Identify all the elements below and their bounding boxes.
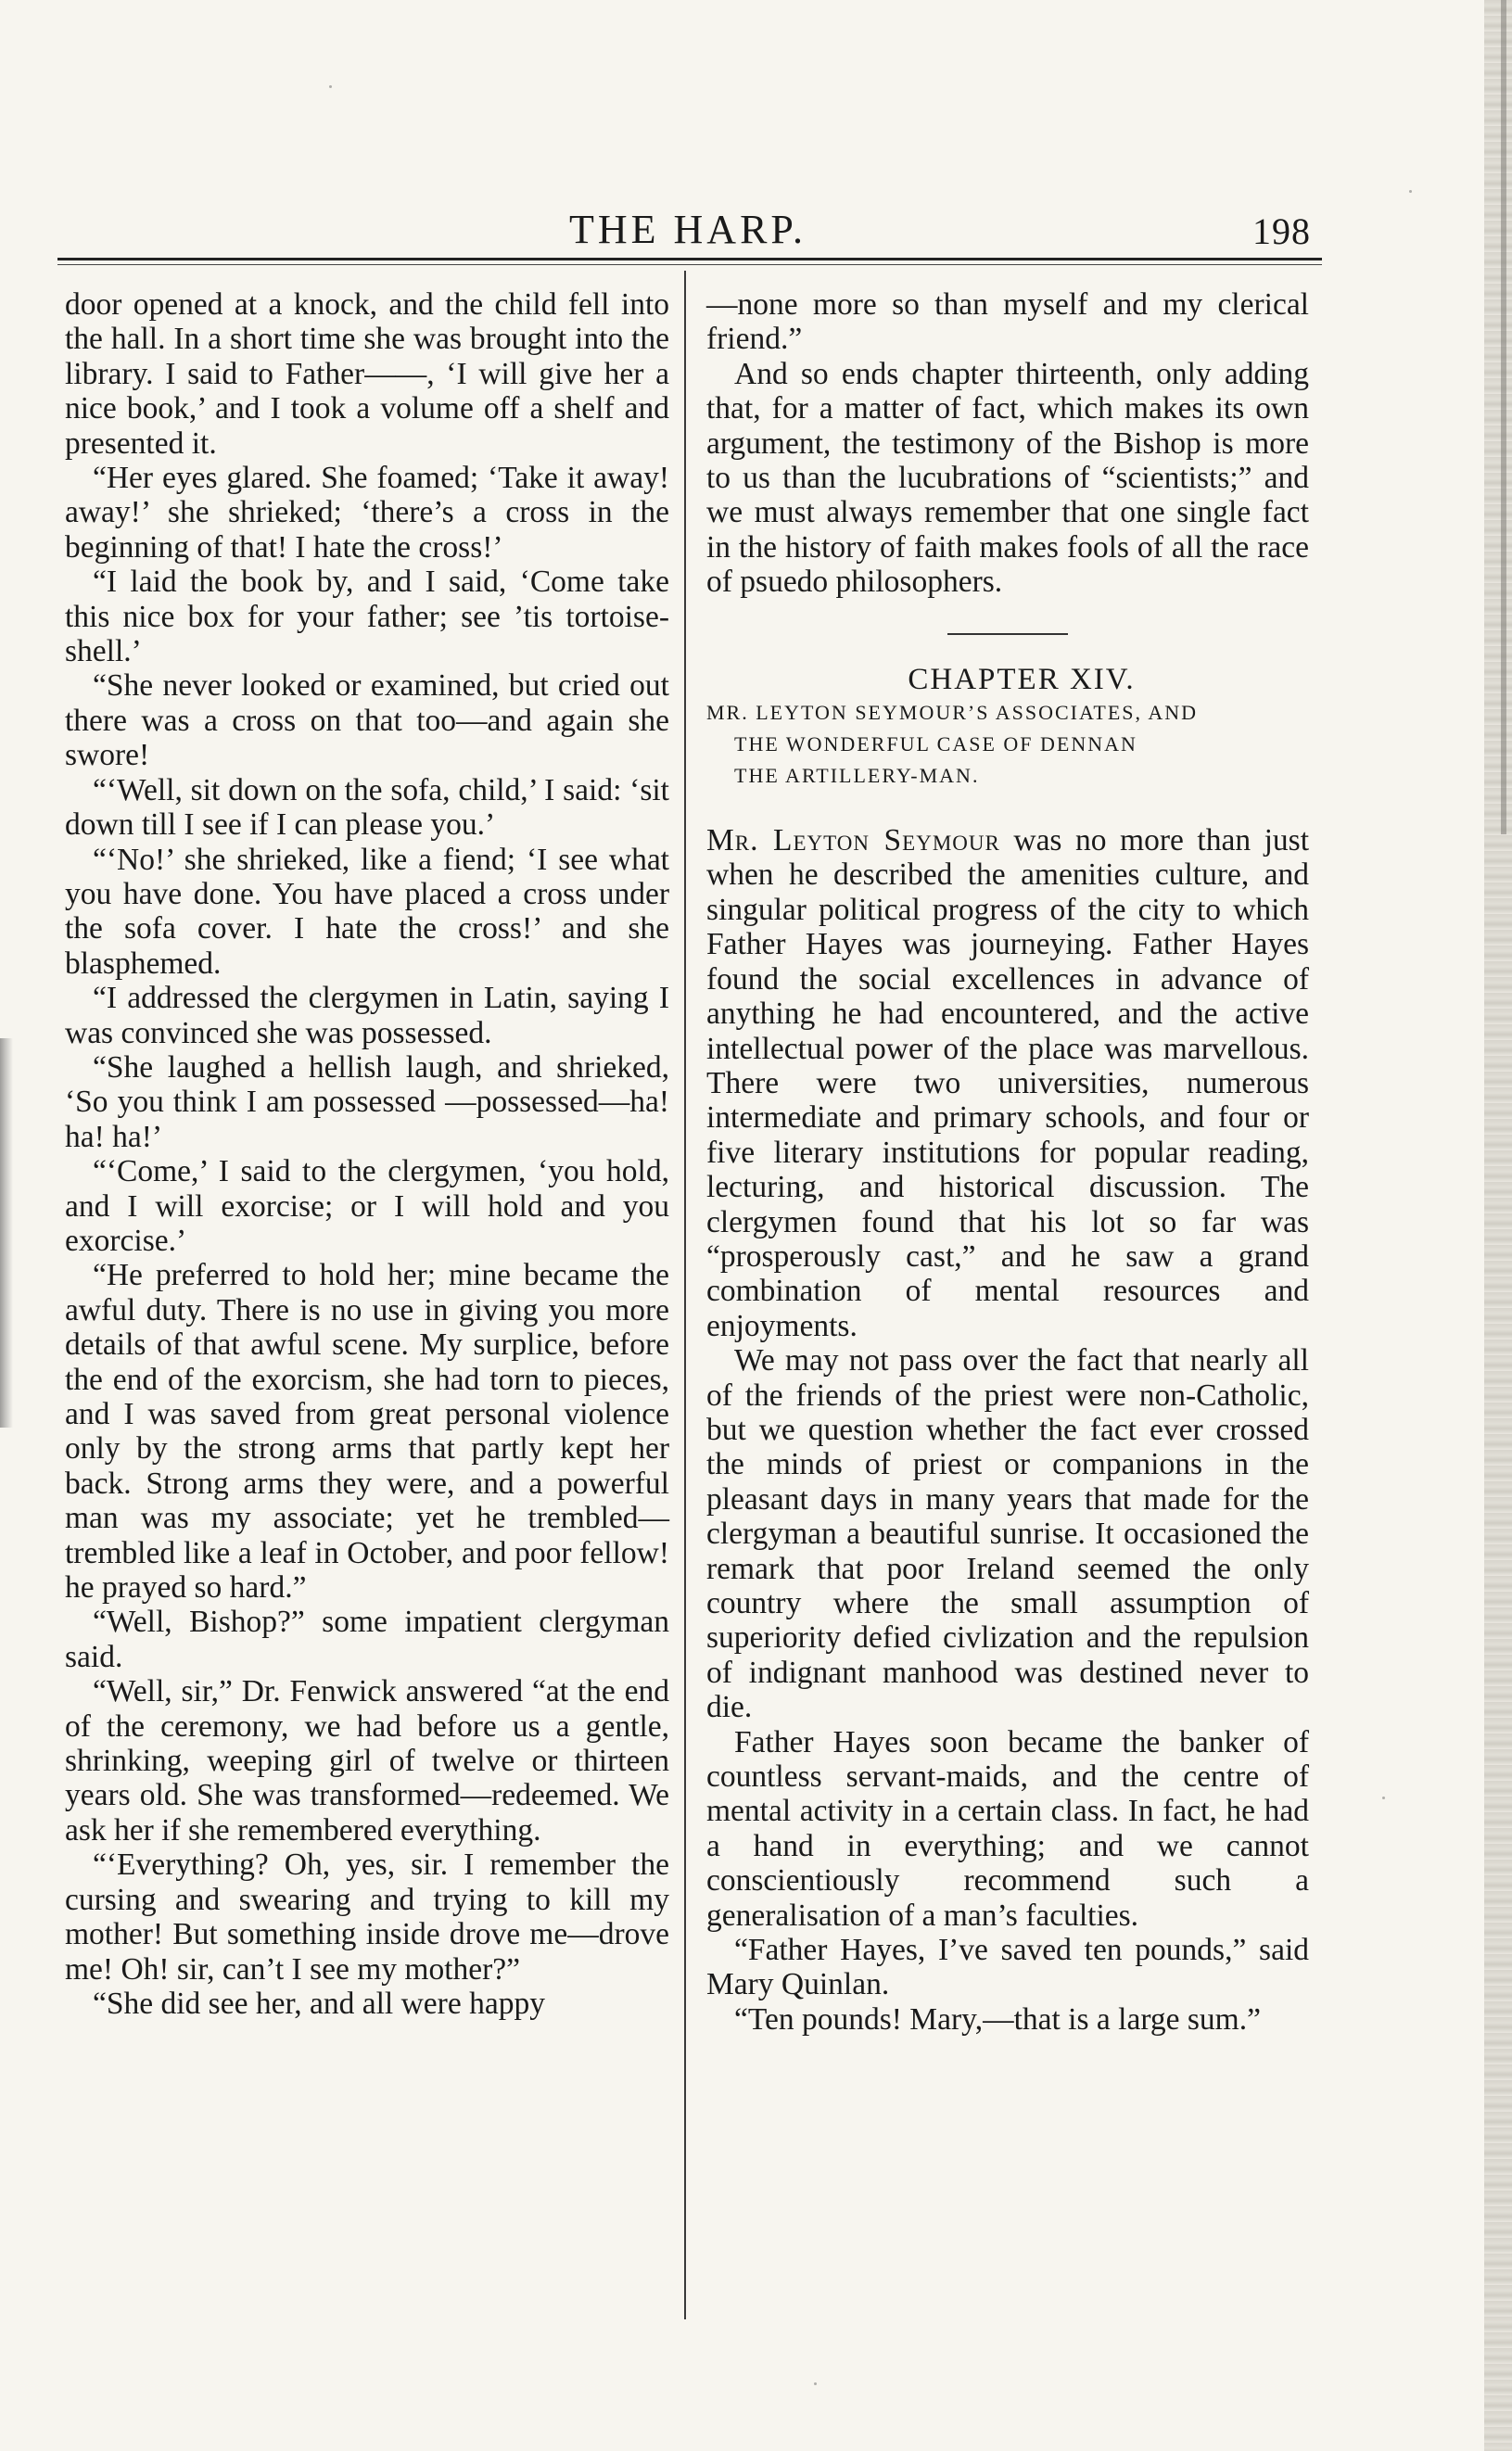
paragraph: door opened at a knock, and the child fell into the hall. In a short time she was brought into the library. I said to Father——, ‘I will give her a nice book,’ and I took a volume off a shelf and presented it. (65, 287, 669, 461)
paragraph: “Well, Bishop?” some impatient clergyman said. (65, 1605, 669, 1674)
paragraph: “He preferred to hold her; mine became the awful duty. There is no use in giving you more details of that awful scene. My surplice, before the end of the exorcism, she had torn to pieces, and I was saved from great personal violence only by the strong arms that partly kept her back. Strong arms they were, and a powerful man was my associate; yet he trembled—trembled like a leaf in October, and poor fellow! he prayed so hard.” (65, 1258, 669, 1606)
chapter-heading: CHAPTER XIV. (908, 662, 1136, 696)
chapter-separator-rule (947, 633, 1068, 635)
paragraph: “‘No!’ she shrieked, like a fiend; ‘I see what you have done. You have placed a cross under the sofa cover. I hate the cross!’ and she blasphemed. (65, 842, 669, 981)
running-header (57, 206, 1318, 252)
header-rule-thin (57, 264, 1322, 265)
print-speck (1382, 1797, 1385, 1799)
page-edge-shadow (1501, 0, 1506, 834)
left-column (65, 287, 669, 2021)
print-speck (1409, 190, 1412, 193)
paragraph: “She did see her, and all were happy (93, 1986, 545, 2021)
chapter-subtitle (706, 697, 1309, 792)
chapter-subtitle-line: THE ARTILLERY-MAN. (734, 764, 980, 788)
paragraph-body: was no more than just when he described the amenities culture, and singular political progress of the city to which Father Hayes was journeying. Father Hayes found the social excellences in advance of anything he had encountered, and the active intellectual power of the place was marvellous. There were two universities, numerous intermediate and primary schools, and four or five literary institutions for popular reading, lecturing, and historical discussion. The clergymen found that his lot so far was “prosperously cast,” and he saw a grand combination of mental resources and enjoyments. (706, 823, 1309, 1343)
paragraph: “Her eyes glared. She foamed; ‘Take it away! away!’ she shrieked; ‘there’s a cross in the beginning of that! I hate the cross!’ (65, 461, 669, 565)
paragraph: “She laughed a hellish laugh, and shrieked, ‘So you think I am possessed —possessed—ha! ha! ha!’ (65, 1049, 669, 1154)
paragraph: “‘Come,’ I said to the clergymen, ‘you hold, and I will exorcise; or I will hold and you exorcise.’ (65, 1154, 669, 1258)
paragraph: “I laid the book by, and I said, ‘Come take this nice box for your father; see ’tis tortoise-shell.’ (65, 565, 669, 669)
print-speck (329, 85, 332, 88)
right-column (706, 287, 1309, 2037)
binding-shadow-left (0, 1038, 13, 1428)
paragraph: —none more so than myself and my clerical friend.” (706, 287, 1309, 357)
chapter-subtitle-line: THE WONDERFUL CASE OF DENNAN (734, 732, 1137, 756)
periodical-title: THE HARP. (568, 207, 807, 252)
paragraph: “Ten pounds! Mary,—that is a large sum.” (734, 2001, 1261, 2037)
paragraph: “‘Everything? Oh, yes, sir. I remember the cursing and swearing and trying to kill my mother! But something inside drove me—drove me! Oh! sir, can’t I see my mother?” (65, 1848, 669, 1987)
column-divider (684, 271, 686, 2319)
paragraph (706, 823, 1309, 1343)
print-speck (814, 2382, 817, 2385)
chapter-subtitle-line: MR. LEYTON SEYMOUR’S ASSOCIATES, AND (706, 701, 1198, 725)
paragraph: We may not pass over the fact that nearly all of the friends of the priest were non-Catholic, but we question whether the fact ever crossed the minds of priest or companions in the pleasant days in many years that made for the clergyman a beautiful sunrise. It occasioned the remark that poor Ireland seemed the only country where the small assumption of superiority defied civlization and the repulsion of indignant manhood was destined never to die. (706, 1343, 1309, 1725)
paragraph: And so ends chapter thirteenth, only adding that, for a matter of fact, which makes its own argument, the testimony of the Bishop is more to us than the lucubrations of “scientists;” and we must always remember that one single fact in the history of faith makes fools of all the race of psuedo philosophers. (706, 356, 1309, 600)
paragraph-lead-smallcaps: Mr. Leyton Seymour (706, 823, 1000, 858)
paragraph: “‘Well, sit down on the sofa, child,’ I said: ‘sit down till I see if I can please you.’ (65, 772, 669, 843)
paragraph: Father Hayes soon became the banker of countless servant-maids, and the centre of mental activity in a certain class. In fact, he had a hand in everything; and we cannot conscientiously recommend such a generalisation of a man’s faculties. (706, 1724, 1309, 1933)
header-rule-thick (57, 258, 1322, 260)
paragraph: “Father Hayes, I’ve saved ten pounds,” said Mary Quinlan. (706, 1933, 1309, 2002)
paragraph: “I addressed the clergymen in Latin, saying I was convinced she was possessed. (65, 981, 669, 1050)
paragraph: “She never looked or examined, but cried out there was a cross on that too—and again she swore! (65, 668, 669, 773)
page-edge-right (1484, 0, 1512, 2451)
paragraph: “Well, sir,” Dr. Fenwick answered “at the end of the ceremony, we had before us a gentle, shrinking, weeping girl of twelve or thirteen years old. She was transformed—redeemed. We ask her if she remembered everything. (65, 1674, 669, 1848)
page-number: 198 (1252, 210, 1311, 252)
